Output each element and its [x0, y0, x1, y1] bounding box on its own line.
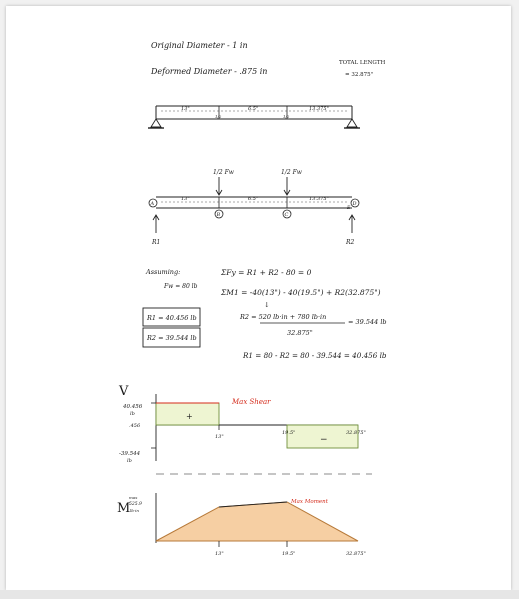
- sum-m-equation: ΣM1 = -40(13") - 40(19.5") + R2(32.875"): [221, 288, 381, 297]
- moment-diagram: [117, 493, 366, 557]
- r2-numerator: R2 = 520 lb·in + 780 lb·in: [240, 313, 327, 321]
- beam1-seg3: 13.375": [309, 106, 329, 112]
- original-diameter-text: Original Diameter - 1 in: [151, 41, 248, 50]
- beam2-seg2: 6.5": [248, 196, 259, 202]
- max-moment-label: Max Moment: [291, 499, 328, 505]
- r2-result-value: = 39.544 lb: [348, 318, 387, 326]
- r1-equation: R1 = 80 - R2 = 80 - 39.544 = 40.456 lb: [243, 351, 387, 360]
- moment-x3: 32.875": [346, 551, 366, 557]
- shear-y-top-unit: lb: [130, 411, 135, 417]
- shear-plus-sign: +: [186, 412, 193, 421]
- shear-diagram: [118, 384, 366, 464]
- force1-label: 1/2 Fw: [213, 169, 234, 176]
- beam-1: [148, 106, 360, 128]
- calculations: [143, 268, 387, 360]
- moment-y-prefix: max: [129, 495, 138, 500]
- beam2-seg1: 13": [181, 196, 190, 202]
- beam1-mark1: 1/2: [215, 114, 222, 119]
- support-right-icon: [347, 119, 357, 127]
- handwritten-page: [6, 6, 511, 590]
- node-c-label: C: [284, 212, 289, 218]
- r1-result: R1 = 40.456 lb: [147, 314, 197, 322]
- total-length-label: TOTAL LENGTH: [339, 60, 386, 66]
- shear-axis-label: V: [119, 384, 129, 399]
- sum-fy-equation: ΣFy = R1 + R2 - 80 = 0: [221, 268, 312, 277]
- assuming-label: Assuming:: [146, 268, 181, 276]
- beam1-seg1: 13": [181, 106, 190, 112]
- r2-result: R2 = 39.544 lb: [147, 334, 197, 342]
- max-shear-label: Max Shear: [232, 398, 271, 406]
- support-left-icon: [151, 119, 161, 127]
- moment-y-unit: lb·in: [130, 508, 139, 513]
- moment-area: [156, 502, 358, 541]
- window-bottom-strip: [0, 590, 519, 599]
- notes-canvas: [6, 6, 511, 590]
- node-e-label: E: [347, 206, 351, 211]
- beam2-seg3: 13.375": [309, 196, 329, 202]
- force2-label: 1/2 Fw: [281, 169, 302, 176]
- shear-y-bottom-unit: lb: [127, 458, 132, 464]
- shear-x1: 13": [215, 434, 224, 440]
- shear-minus-sign: −: [320, 435, 328, 445]
- shear-y-small: .456: [129, 423, 141, 429]
- moment-axis-label: M: [117, 501, 131, 516]
- fw-value: Fw = 80 lb: [164, 283, 198, 290]
- beam-2-fbd: [149, 169, 359, 246]
- node-a-label: A: [150, 201, 155, 207]
- shear-x3: 32.875": [346, 430, 366, 436]
- deformed-diameter-text: Deformed Diameter - .875 in: [151, 67, 268, 76]
- moment-y-value: 525.9: [129, 502, 142, 507]
- moment-x2: 19.5": [282, 551, 296, 557]
- shear-y-bottom: -39.544: [119, 451, 141, 457]
- node-b-label: B: [216, 212, 221, 218]
- shear-y-top: 40.456: [123, 404, 143, 410]
- node-d-label: D: [352, 201, 357, 207]
- arrow-glyph: ↓: [264, 301, 270, 309]
- beam1-seg2: 6.5": [248, 106, 259, 112]
- beam1-mark2: 1/2: [283, 114, 290, 119]
- total-length-value: = 32.875": [345, 72, 374, 78]
- r2-label: R2: [346, 239, 355, 246]
- shear-x2: 19.5": [282, 430, 296, 436]
- moment-x1: 13": [215, 551, 224, 557]
- r2-denominator: 32.875": [287, 329, 313, 337]
- r1-label: R1: [152, 239, 161, 246]
